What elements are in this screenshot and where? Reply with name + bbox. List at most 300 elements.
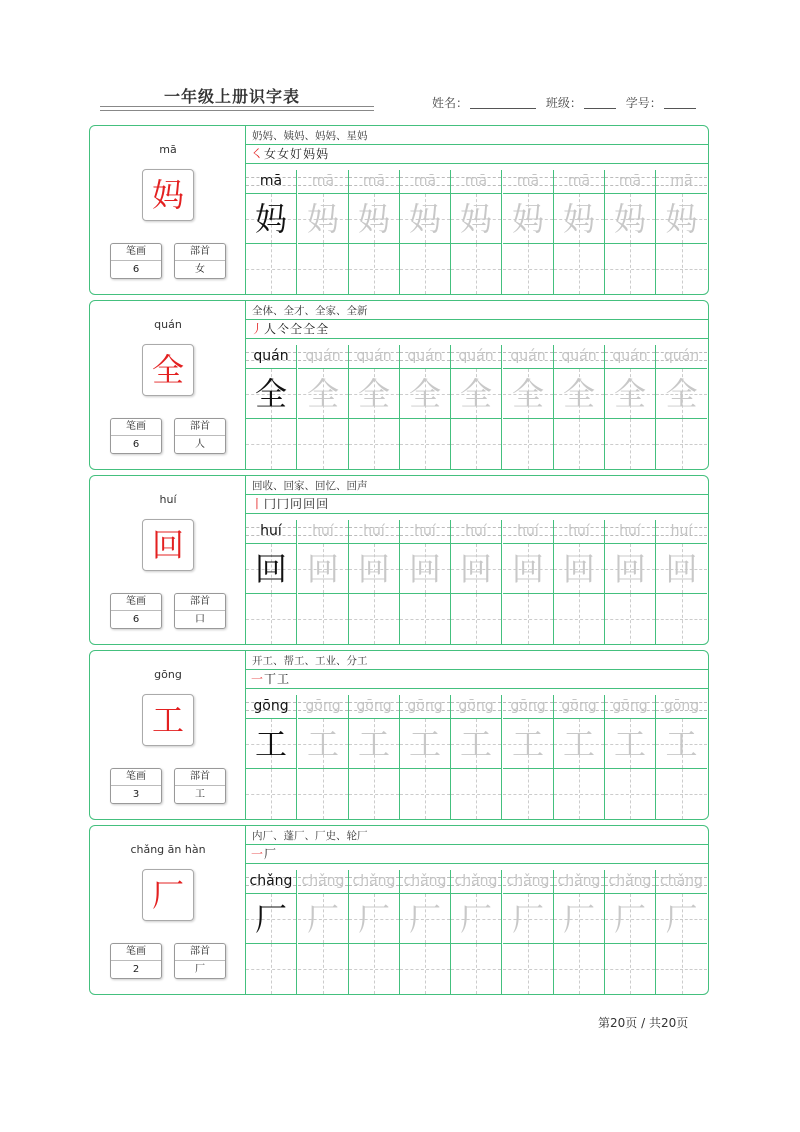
writing-cell[interactable] [451,870,502,994]
practice-character: 工 [459,725,492,763]
pinyin-row [554,870,604,894]
tian-grid-box [605,719,655,769]
guide-line [605,619,655,620]
pinyin-row [554,520,604,544]
writing-cell[interactable] [656,520,707,644]
divider [246,669,709,670]
guide-line [298,444,348,445]
empty-tian-grid-box[interactable] [503,944,553,994]
tian-grid-box [656,369,707,419]
radical-box [174,943,226,979]
writing-cell[interactable] [656,345,707,469]
empty-tian-grid-box[interactable] [503,594,553,644]
pinyin-row [400,345,450,369]
guide-line [554,269,604,270]
divider [246,688,709,689]
stroke-count-box [110,243,162,279]
writing-cell[interactable] [554,695,605,819]
tian-grid-box [400,369,450,419]
character-pinyin: mā [159,143,177,156]
practice-character: 厂 [665,900,698,938]
pinyin-text: mā [311,173,335,189]
guide-line [656,269,707,270]
tian-grid-box [246,719,296,769]
writing-cell[interactable] [349,170,400,294]
character-pinyin: huí [159,493,177,506]
stroke-step: 女 [277,147,291,161]
empty-tian-grid-box[interactable] [656,419,707,469]
empty-tian-grid-box[interactable] [400,244,450,294]
writing-cell[interactable] [298,345,349,469]
writing-cell[interactable] [246,345,297,469]
tian-grid-box [400,894,450,944]
writing-cell[interactable] [554,520,605,644]
pinyin-text: huí [414,523,436,539]
writing-cell[interactable] [503,520,554,644]
empty-tian-grid-box[interactable] [656,769,707,819]
empty-tian-grid-box[interactable] [246,769,296,819]
number-field[interactable] [664,96,696,109]
practice-panel [246,476,709,644]
pinyin-text: chǎng [249,873,293,889]
stroke-step: 奵 [290,147,304,161]
tian-grid-box [451,894,501,944]
writing-cell[interactable] [554,870,605,994]
stroke-step: 人 [264,322,278,336]
pinyin-text: huí [465,523,487,539]
pinyin-text: chǎng [506,873,550,889]
stroke-order [251,320,329,337]
writing-grid [246,870,709,994]
stroke-step: 丅 [264,672,278,686]
guide-line [349,969,399,970]
guide-line [554,969,604,970]
divider [246,863,709,864]
radical-label: 部首 [175,594,225,611]
pinyin-text: gōng [663,698,700,714]
pinyin-row [246,170,296,194]
empty-tian-grid-box[interactable] [503,769,553,819]
guide-line [554,444,604,445]
stroke-step: 女 [264,147,278,161]
practice-character: 全 [459,375,492,413]
stroke-count-value: 6 [132,264,140,275]
empty-tian-grid-box[interactable] [400,769,450,819]
divider [246,844,709,845]
practice-character: 妈 [459,200,492,238]
character-display: 全 [142,344,194,396]
character-card [89,475,709,645]
pinyin-row [349,170,399,194]
pinyin-text: gōng [407,698,443,714]
guide-line [246,269,296,270]
stroke-step: 妈 [303,147,317,161]
character-display: 工 [142,694,194,746]
empty-tian-grid-box[interactable] [554,244,604,294]
empty-tian-grid-box[interactable] [554,594,604,644]
pinyin-text: mā [618,173,642,189]
practice-character: 工 [562,725,595,763]
character-pinyin: chǎng ān hàn [130,843,206,856]
writing-cell[interactable] [349,520,400,644]
practice-panel [246,826,709,994]
stroke-step: 仒 [277,322,291,336]
stroke-step: 工 [277,672,291,686]
empty-tian-grid-box[interactable] [451,944,501,994]
pinyin-text: chǎng [557,873,601,889]
pinyin-row [298,170,348,194]
pinyin-text: mā [670,173,693,189]
writing-cell[interactable] [400,520,451,644]
empty-tian-grid-box[interactable] [554,769,604,819]
pinyin-row [246,870,296,894]
tian-grid-box [298,194,348,244]
pinyin-text: quán [663,348,700,364]
writing-cell[interactable] [298,170,349,294]
writing-cell[interactable] [349,870,400,994]
empty-tian-grid-box[interactable] [451,419,501,469]
stroke-step: 冋 [290,497,304,511]
pinyin-row [400,870,450,894]
pinyin-text: chǎng [403,873,447,889]
stroke-order [251,495,329,512]
stroke-order [251,670,290,687]
writing-cell[interactable] [605,695,656,819]
guide-line [246,444,296,445]
guide-line [400,444,450,445]
practice-character: 回 [665,550,698,588]
practice-character: 回 [511,550,544,588]
stroke-count-value: 3 [132,789,140,800]
guide-line [503,444,553,445]
radical-label: 部首 [175,769,225,786]
stroke-count-box [110,768,162,804]
pinyin-row [349,520,399,544]
practice-character: 回 [306,550,339,588]
guide-line [298,619,348,620]
radical-label: 部首 [175,419,225,436]
page-number: 第20页 / 共20页 [598,1016,689,1030]
pinyin-text: quán [458,348,494,364]
guide-line [451,794,501,795]
pinyin-row [400,170,450,194]
empty-tian-grid-box[interactable] [298,419,348,469]
pinyin-row [298,870,348,894]
pinyin-text: quán [612,348,648,364]
pinyin-row [656,520,707,544]
empty-tian-grid-box[interactable] [349,594,399,644]
pinyin-text: mā [464,173,488,189]
pinyin-row [605,520,655,544]
stroke-step: 妈 [316,147,330,161]
empty-tian-grid-box[interactable] [503,244,553,294]
tian-grid-box [349,369,399,419]
tian-grid-box [451,719,501,769]
empty-tian-grid-box[interactable] [298,594,348,644]
writing-cell[interactable] [503,695,554,819]
empty-tian-grid-box[interactable] [298,769,348,819]
pinyin-text: quán [305,348,341,364]
writing-cell[interactable] [656,695,707,819]
writing-cell[interactable] [503,870,554,994]
tian-grid-box [400,544,450,594]
writing-cell[interactable] [605,345,656,469]
writing-cell[interactable] [451,345,502,469]
writing-cell[interactable] [605,870,656,994]
character-pinyin: quán [154,318,182,331]
empty-tian-grid-box[interactable] [246,244,296,294]
pinyin-text: chǎng [660,873,703,889]
pinyin-row [605,170,655,194]
empty-tian-grid-box[interactable] [349,419,399,469]
pinyin-row [503,170,553,194]
practice-panel [246,126,709,294]
stroke-count-value: 2 [132,964,140,975]
writing-cell[interactable] [451,695,502,819]
writing-cell[interactable] [451,520,502,644]
writing-cell[interactable] [400,870,451,994]
pinyin-text: quán [253,348,289,364]
empty-tian-grid-box[interactable] [605,944,655,994]
character-info-panel [90,651,246,819]
pinyin-row [349,345,399,369]
class-field[interactable] [584,96,616,109]
character-display: 厂 [142,869,194,921]
pinyin-row [656,870,707,894]
stroke-step: 回 [303,497,317,511]
practice-character: 妈 [254,200,287,238]
practice-character: 工 [254,725,287,763]
writing-cell[interactable] [503,170,554,294]
empty-tian-grid-box[interactable] [349,244,399,294]
guide-line [656,444,707,445]
tian-grid-box [451,369,501,419]
practice-character: 回 [562,550,595,588]
tian-grid-box [554,194,604,244]
writing-cell[interactable] [298,870,349,994]
writing-cell[interactable] [451,170,502,294]
practice-character: 妈 [306,200,339,238]
character-display: 妈 [142,169,194,221]
stroke-step: 丿 [251,322,265,336]
pinyin-text: huí [568,523,590,539]
stroke-step: 仝 [290,322,304,336]
pinyin-text: gōng [612,698,648,714]
pinyin-row [554,695,604,719]
example-words: 奶妈、姨妈、妈妈、星妈 [252,130,368,142]
writing-cell[interactable] [554,345,605,469]
writing-cell[interactable] [349,345,400,469]
writing-cell[interactable] [400,170,451,294]
empty-tian-grid-box[interactable] [451,769,501,819]
guide-line [400,619,450,620]
practice-character: 回 [408,550,441,588]
practice-character: 厂 [408,900,441,938]
empty-tian-grid-box[interactable] [656,244,707,294]
guide-line [246,969,296,970]
pinyin-row [451,345,501,369]
tian-grid-box [298,544,348,594]
stroke-step: 全 [316,322,330,336]
guide-line [349,794,399,795]
pinyin-row [246,695,296,719]
guide-line [451,269,501,270]
guide-line [503,619,553,620]
writing-cell[interactable] [298,520,349,644]
guide-line [605,269,655,270]
writing-cell[interactable] [400,345,451,469]
practice-character: 厂 [613,900,646,938]
practice-character: 回 [459,550,492,588]
pinyin-row [554,345,604,369]
guide-line [400,794,450,795]
practice-character: 全 [408,375,441,413]
pinyin-text: huí [260,523,282,539]
pinyin-row [246,520,296,544]
empty-tian-grid-box[interactable] [400,594,450,644]
empty-tian-grid-box[interactable] [451,594,501,644]
guide-line [246,619,296,620]
character-pinyin: gōng [154,668,182,681]
guide-line [298,794,348,795]
practice-character: 妈 [408,200,441,238]
practice-character: 全 [254,375,287,413]
tian-grid-box [503,369,553,419]
empty-tian-grid-box[interactable] [503,419,553,469]
pinyin-text: gōng [561,698,597,714]
divider [246,163,709,164]
radical-box [174,768,226,804]
pinyin-text: gōng [356,698,392,714]
guide-line [656,619,707,620]
practice-character: 全 [613,375,646,413]
practice-panel [246,301,709,469]
tian-grid-box [503,719,553,769]
writing-grid [246,695,709,819]
writing-cell[interactable] [605,520,656,644]
stroke-step: 一 [251,672,265,686]
tian-grid-box [298,719,348,769]
character-info-panel [90,476,246,644]
pinyin-row [605,345,655,369]
guide-line [503,269,553,270]
pinyin-text: gōng [510,698,546,714]
pinyin-row [451,170,501,194]
guide-line [503,969,553,970]
pinyin-row [298,520,348,544]
pinyin-text: chǎng [301,873,345,889]
character-card [89,300,709,470]
stroke-count-box [110,943,162,979]
pinyin-text: mā [362,173,386,189]
guide-line [503,794,553,795]
empty-tian-grid-box[interactable] [298,244,348,294]
empty-tian-grid-box[interactable] [656,944,707,994]
character-card [89,825,709,995]
practice-character: 妈 [613,200,646,238]
writing-cell[interactable] [656,870,707,994]
guide-line [400,269,450,270]
pinyin-text: mā [413,173,437,189]
writing-cell[interactable] [605,170,656,294]
practice-character: 厂 [459,900,492,938]
stroke-step: 回 [316,497,330,511]
writing-cell[interactable] [298,695,349,819]
guide-line [400,969,450,970]
practice-character: 妈 [562,200,595,238]
writing-cell[interactable] [246,170,297,294]
writing-cell[interactable] [246,695,297,819]
writing-cell[interactable] [349,695,400,819]
name-field[interactable] [470,96,536,109]
pinyin-row [656,170,707,194]
practice-character: 工 [511,725,544,763]
empty-tian-grid-box[interactable] [451,244,501,294]
tian-grid-box [298,894,348,944]
empty-tian-grid-box[interactable] [605,244,655,294]
guide-line [349,444,399,445]
guide-line [298,969,348,970]
pinyin-row [400,520,450,544]
writing-cell[interactable] [400,695,451,819]
pinyin-text: gōng [458,698,494,714]
empty-tian-grid-box[interactable] [298,944,348,994]
empty-tian-grid-box[interactable] [605,419,655,469]
empty-tian-grid-box[interactable] [246,419,296,469]
empty-tian-grid-box[interactable] [605,594,655,644]
practice-character: 妈 [511,200,544,238]
pinyin-text: quán [407,348,443,364]
divider [246,513,709,514]
empty-tian-grid-box[interactable] [349,944,399,994]
example-words: 内厂、蓬厂、厂史、轮厂 [252,830,368,842]
tian-grid-box [656,194,707,244]
tian-grid-box [246,894,296,944]
tian-grid-box [451,194,501,244]
empty-tian-grid-box[interactable] [554,944,604,994]
pinyin-text: mā [259,173,283,189]
writing-cell[interactable] [656,170,707,294]
practice-character: 回 [357,550,390,588]
empty-tian-grid-box[interactable] [349,769,399,819]
empty-tian-grid-box[interactable] [554,419,604,469]
radical-box [174,243,226,279]
radical-label: 部首 [175,944,225,961]
tian-grid-box [349,894,399,944]
practice-character: 厂 [562,900,595,938]
stroke-count-label: 笔画 [111,944,161,961]
empty-tian-grid-box[interactable] [656,594,707,644]
character-info-panel [90,826,246,994]
practice-character: 全 [562,375,595,413]
tian-grid-box [349,194,399,244]
stroke-step: ㇛ [251,147,265,161]
pinyin-text: huí [517,523,539,539]
class-label: 班级： [545,96,582,110]
writing-cell[interactable] [246,870,297,994]
writing-cell[interactable] [246,520,297,644]
empty-tian-grid-box[interactable] [400,944,450,994]
writing-cell[interactable] [503,345,554,469]
stroke-step: 仝 [303,322,317,336]
writing-grid [246,520,709,644]
practice-character: 厂 [511,900,544,938]
empty-tian-grid-box[interactable] [400,419,450,469]
writing-cell[interactable] [554,170,605,294]
empty-tian-grid-box[interactable] [605,769,655,819]
empty-tian-grid-box[interactable] [246,944,296,994]
empty-tian-grid-box[interactable] [246,594,296,644]
